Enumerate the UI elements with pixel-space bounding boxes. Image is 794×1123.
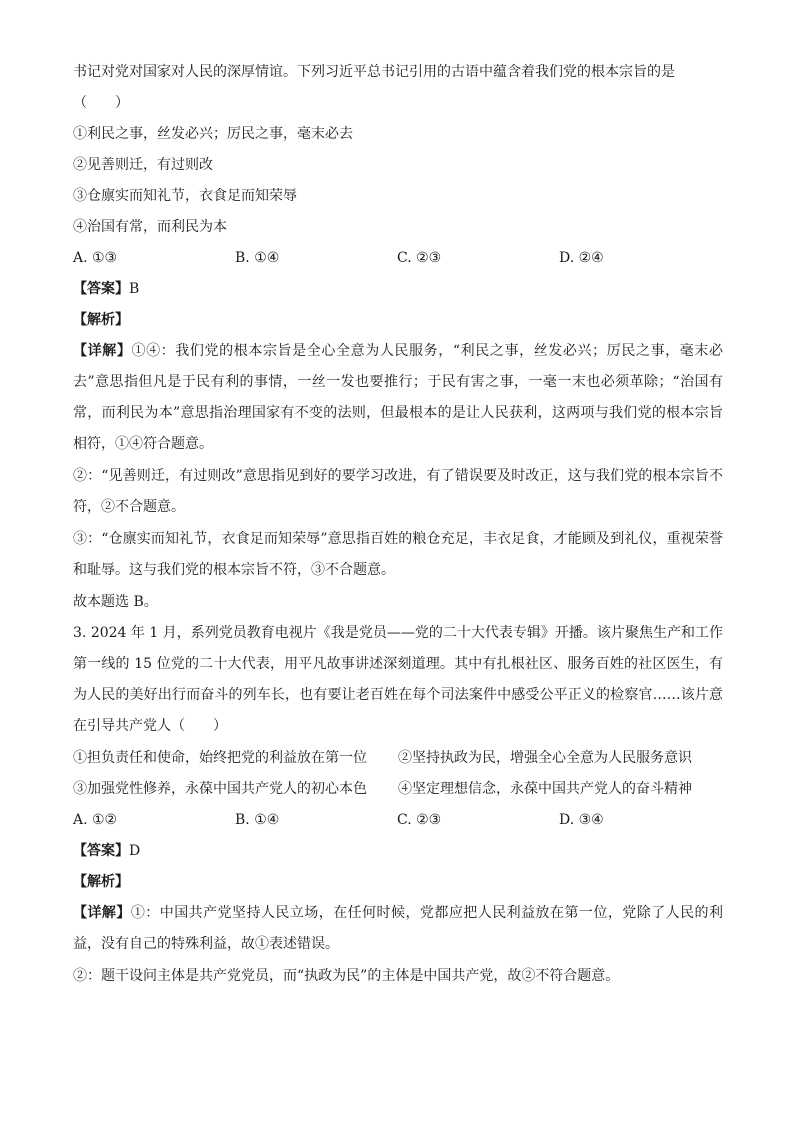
q2-answer [73,279,723,299]
q3-detail-p1 [73,898,723,960]
q2-item-3: ③仓廪实而知礼节，衣食足而知荣辱 [73,188,297,204]
q2-detail-p1-text: ①④：我们党的根本宗旨是全心全意为人民服务，“利民之事，丝发必兴；厉民之事，毫末必去”意思指但凡是于民有利的事情，一丝一发也要推行；于民有害之事，一毫一末也必须革除；“治国有常，而利民为本”意思指治理国家有不变的法则，但最根本的是让人民获利，这两项与我们党的根本宗旨相符，①④符合题意。 [73,343,724,452]
q2-analysis-label: 【解析】 [73,312,129,328]
q3-items-row2 [73,779,723,799]
q2-detail-p3: ③：“仓廪实而知礼节，衣食足而知荣辱”意思指百姓的粮仓充足，丰衣足食，才能顾及到礼仪，重视荣誉和耻辱。这与我们党的根本宗旨不符，③不合题意。 [73,531,723,578]
q2-option-a: A. ①③ [73,250,118,266]
q2-detail-p1 [73,336,723,460]
q3-item-1: ①担负责任和使命，始终把党的利益放在第一位 [73,750,367,766]
q2-answer-value: B [129,281,140,297]
q2-option-b: B. ①④ [235,250,280,266]
q3-answer-value: D [129,843,141,859]
q2-detail-label: 【详解】 [73,343,132,359]
q3-detail-label: 【详解】 [73,905,131,921]
q3-detail-p1-text: ①：中国共产党坚持人民立场，在任何时候，党都应把人民利益放在第一位，党除了人民的利益，没有自己的特殊利益，故①表述错误。 [73,905,724,952]
q2-stem-line2: （ ） [73,95,129,111]
q3-option-d: D. ③④ [559,812,604,828]
q3-item-3: ③加强党性修养，永葆中国共产党人的初心本色 [73,781,367,797]
q3-option-a: A. ①② [73,812,118,828]
q3-detail-p2: ②：题干设问主体是共产党党员，而“执政为民”的主体是中国共产党，故②不符合题意。 [73,968,620,984]
q3-items-row1 [73,748,723,768]
q2-item-4: ④治国有常，而利民为本 [73,219,227,235]
q3-option-b: B. ①④ [235,812,280,828]
q3-item-4: ④坚定理想信念，永葆中国共产党人的奋斗精神 [398,781,692,797]
q2-stem-line1: 书记对党对国家对人民的深厚情谊。下列习近平总书记引用的古语中蕴含着我们党的根本宗旨的是 [73,64,675,80]
q2-option-d: D. ②④ [559,250,604,266]
q3-options [73,810,723,830]
q3-answer [73,841,723,861]
q3-answer-label: 【答案】 [73,843,129,859]
q2-detail-p2: ②：“见善则迁，有过则改”意思指见到好的要学习改进，有了错误要及时改正，这与我们党的根本宗旨不符，②不合题意。 [73,468,723,515]
document-page [73,62,723,998]
q2-options [73,248,723,268]
q3-item-2: ②坚持执政为民，增强全心全意为人民服务意识 [398,750,692,766]
q2-option-c: C. ②③ [397,250,442,266]
q2-item-1: ①利民之事，丝发必兴；厉民之事，毫末必去 [73,126,353,142]
q3-analysis-label: 【解析】 [73,874,129,890]
q3-stem: 3. 2024 年 1 月，系列党员教育电视片《我是党员——党的二十大代表专辑》开播。该片聚焦生产和工作第一线的 15 位党的二十大代表，用平凡故事讲述深刻道理。其中有扎根社区、服务百姓的社区医生，有为人民的美好出行而奋斗的列车长，也有要让老百姓在每个司法案件中感受公平正义的检察官……该片意在引导共产党人（ ） [73,625,723,734]
q2-answer-label: 【答案】 [73,281,129,297]
q3-option-c: C. ②③ [397,812,442,828]
q2-item-2: ②见善则迁，有过则改 [73,157,213,173]
q2-conclusion: 故本题选 B。 [73,594,158,610]
